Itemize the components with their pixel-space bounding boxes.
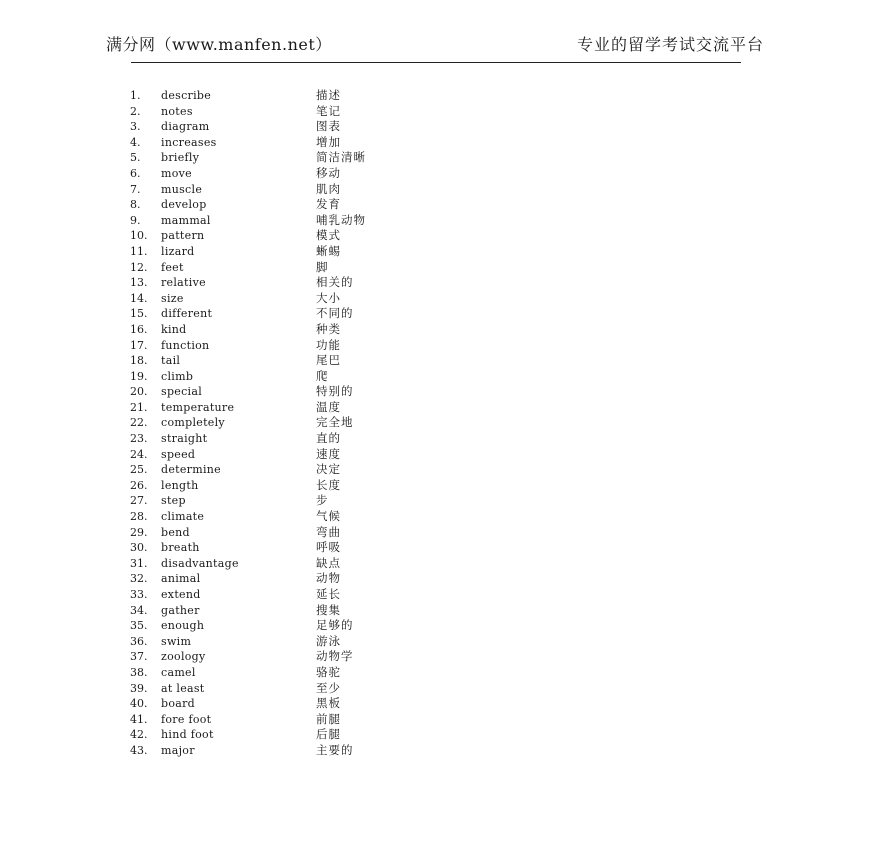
chinese-meaning: 模式 [316,228,341,243]
chinese-meaning: 前腿 [316,711,341,726]
chinese-meaning: 简洁清晰 [316,150,366,165]
chinese-meaning: 速度 [316,446,341,461]
list-item [130,244,530,260]
item-number: 29. [130,525,148,539]
item-number: 21. [130,400,148,414]
chinese-meaning: 增加 [316,134,341,149]
item-number: 10. [130,229,148,243]
list-item [130,696,530,712]
english-word: board [161,697,196,711]
chinese-meaning: 动物 [316,571,341,586]
chinese-meaning: 移动 [316,165,341,180]
english-word: completely [161,416,225,430]
list-item [130,400,530,416]
list-item [130,587,530,603]
list-item [130,571,530,587]
list-item [130,681,530,697]
item-number: 28. [130,510,148,524]
english-word: special [161,385,203,399]
chinese-meaning: 长度 [316,477,341,492]
english-word: breath [161,541,200,555]
chinese-meaning: 不同的 [316,306,354,321]
english-word: briefly [161,151,200,165]
english-word: tail [161,354,181,368]
english-word: function [161,338,210,352]
english-word: different [161,307,213,321]
item-number: 33. [130,588,148,601]
list-item [130,649,530,665]
chinese-meaning: 爬 [316,368,329,383]
item-number: 2. [130,104,141,118]
english-word: bend [161,525,190,539]
english-word: describe [161,89,212,102]
chinese-meaning: 呼吸 [316,540,341,555]
chinese-meaning: 弯曲 [316,524,341,539]
chinese-meaning: 图表 [316,119,341,134]
chinese-meaning: 直的 [316,431,341,446]
list-item [130,260,530,276]
header-divider [131,62,741,63]
list-item [130,197,530,213]
list-item [130,275,530,291]
item-number: 20. [130,385,148,399]
chinese-meaning: 步 [316,493,329,508]
english-word: enough [161,619,205,633]
chinese-meaning: 搜集 [316,602,341,617]
list-item [130,338,530,354]
english-word: feet [161,260,184,274]
vocabulary-list [130,88,530,759]
item-number: 39. [130,681,148,695]
english-word: develop [161,198,207,212]
english-word: mammal [161,213,211,227]
english-word: speed [161,447,196,461]
chinese-meaning: 缺点 [316,555,341,570]
list-item [130,415,530,431]
english-word: move [161,166,192,180]
chinese-meaning: 大小 [316,290,341,305]
english-word: camel [161,665,196,679]
english-word: determine [161,463,221,477]
chinese-meaning: 决定 [316,462,341,477]
list-item [130,353,530,369]
list-item [130,462,530,478]
chinese-meaning: 气候 [316,509,341,524]
chinese-meaning: 至少 [316,680,341,695]
item-number: 40. [130,697,148,711]
list-item [130,150,530,166]
english-word: temperature [161,400,235,414]
list-item [130,712,530,728]
item-number: 38. [130,665,148,679]
list-item [130,493,530,509]
list-item [130,665,530,681]
item-number: 31. [130,556,148,570]
english-word: gather [161,603,200,617]
item-number: 43. [130,743,148,757]
chinese-meaning: 完全地 [316,415,354,430]
chinese-meaning: 骆驼 [316,664,341,679]
item-number: 26. [130,478,148,492]
chinese-meaning: 足够的 [316,618,354,633]
chinese-meaning: 笔记 [316,103,341,118]
english-word: climate [161,510,205,524]
list-item [130,634,530,650]
english-word: pattern [161,229,205,243]
english-word: zoology [161,650,206,664]
chinese-meaning: 相关的 [316,275,354,290]
list-item [130,291,530,307]
item-number: 7. [130,182,141,196]
english-word: length [161,478,199,492]
item-number: 34. [130,603,148,617]
chinese-meaning: 脚 [316,259,329,274]
english-word: size [161,291,184,305]
list-item [130,431,530,447]
list-item [130,119,530,135]
list-item [130,727,530,743]
chinese-meaning: 哺乳动物 [316,212,366,227]
list-item [130,104,530,120]
item-number: 8. [130,198,141,212]
list-item [130,369,530,385]
list-item [130,182,530,198]
item-number: 5. [130,151,141,165]
chinese-meaning: 后腿 [316,727,341,742]
list-item [130,135,530,151]
item-number: 9. [130,213,141,227]
english-word: major [161,743,195,757]
item-number: 17. [130,338,148,352]
english-word: hind foot [161,728,214,742]
item-number: 37. [130,650,148,664]
chinese-meaning: 动物学 [316,649,354,664]
list-item [130,166,530,182]
item-number: 42. [130,728,148,742]
english-word: climb [161,369,194,383]
english-word: swim [161,634,192,648]
item-number: 23. [130,432,148,446]
item-number: 12. [130,260,148,274]
english-word: extend [161,588,201,601]
english-word: diagram [161,120,210,134]
item-number: 18. [130,354,148,368]
chinese-meaning: 肌肉 [316,181,341,196]
chinese-meaning: 功能 [316,337,341,352]
english-word: increases [161,135,217,149]
english-word: straight [161,432,208,446]
site-tagline: 专业的留学考试交流平台 [576,35,764,54]
item-number: 32. [130,572,148,586]
item-number: 15. [130,307,148,321]
list-item [130,743,530,759]
list-item [130,88,530,104]
chinese-meaning: 游泳 [316,633,341,648]
chinese-meaning: 尾巴 [316,353,341,368]
item-number: 27. [130,494,148,508]
list-item [130,603,530,619]
list-item [130,447,530,463]
english-word: fore foot [161,712,212,726]
list-item [130,228,530,244]
item-number: 25. [130,463,148,477]
list-item [130,384,530,400]
list-item [130,322,530,338]
list-item [130,525,530,541]
chinese-meaning: 黑板 [316,696,341,711]
chinese-meaning: 主要的 [316,742,354,757]
item-number: 6. [130,166,141,180]
english-word: animal [161,572,201,586]
item-number: 22. [130,416,148,430]
item-number: 13. [130,276,148,290]
english-word: muscle [161,182,203,196]
chinese-meaning: 发育 [316,197,341,212]
list-item [130,556,530,572]
chinese-meaning: 种类 [316,321,341,336]
english-word: step [161,494,186,508]
chinese-meaning: 延长 [316,587,341,601]
list-item [130,213,530,229]
item-number: 36. [130,634,148,648]
item-number: 14. [130,291,148,305]
list-item [130,509,530,525]
english-word: kind [161,322,187,336]
list-item [130,478,530,494]
item-number: 1. [130,89,141,102]
item-number: 19. [130,369,148,383]
item-number: 16. [130,322,148,336]
chinese-meaning: 特别的 [316,384,354,399]
chinese-meaning: 描述 [316,88,341,102]
list-item [130,540,530,556]
item-number: 35. [130,619,148,633]
page-header [106,30,764,54]
item-number: 3. [130,120,141,134]
chinese-meaning: 温度 [316,399,341,414]
item-number: 30. [130,541,148,555]
item-number: 24. [130,447,148,461]
list-item [130,306,530,322]
english-word: at least [161,681,205,695]
site-name: 满分网（www.manfen.net） [106,35,332,54]
english-word: lizard [161,244,195,258]
item-number: 11. [130,244,148,258]
english-word: disadvantage [161,556,239,570]
english-word: notes [161,104,193,118]
item-number: 4. [130,135,141,149]
item-number: 41. [130,712,148,726]
list-item [130,618,530,634]
english-word: relative [161,276,206,290]
chinese-meaning: 蜥蜴 [316,243,341,258]
